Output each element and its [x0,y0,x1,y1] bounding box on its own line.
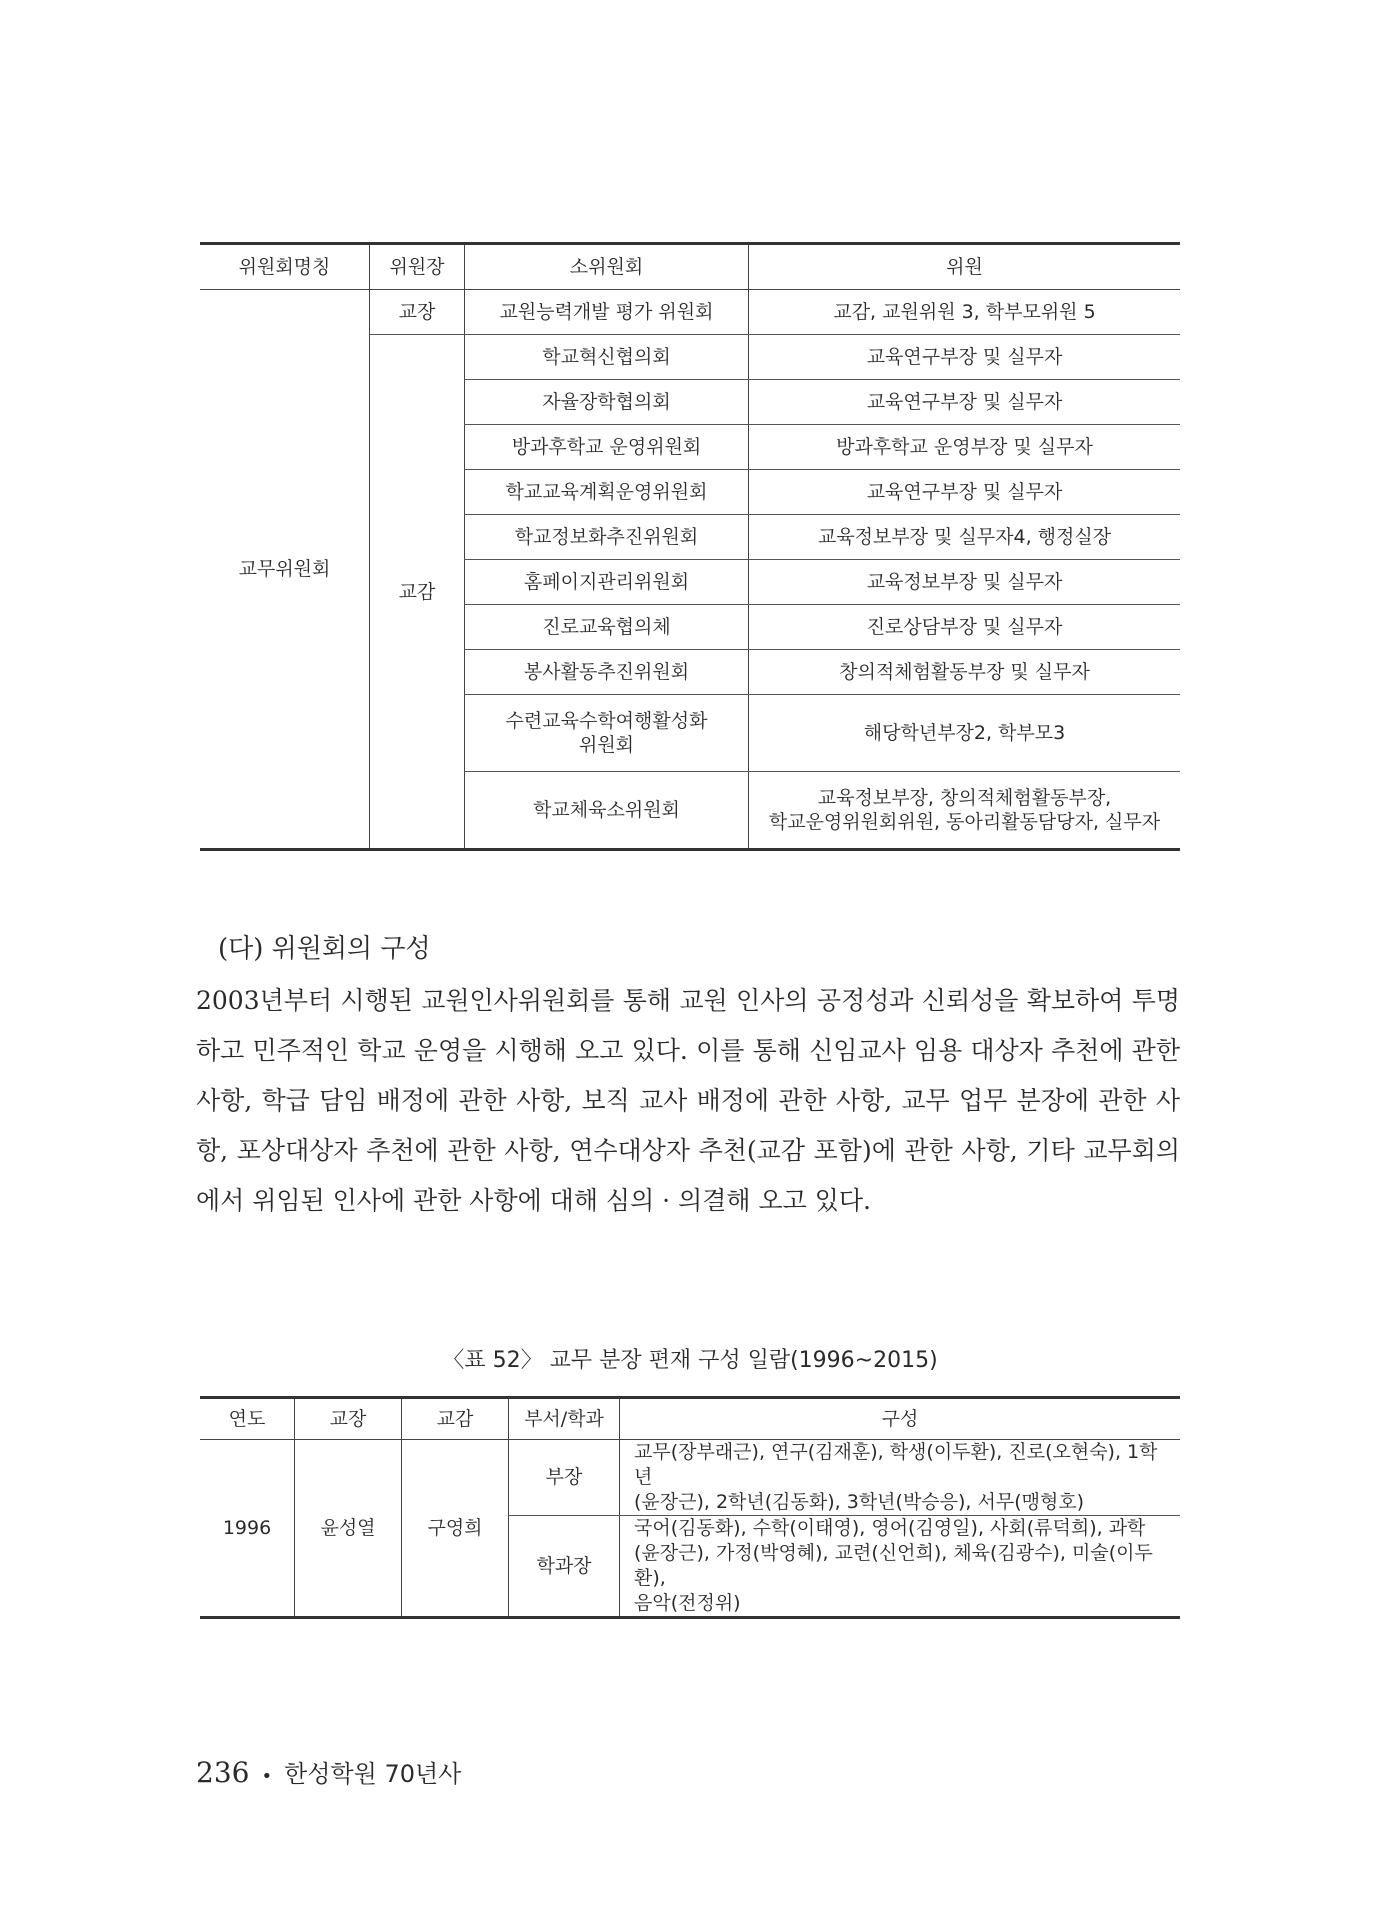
members-cell: 방과후학교 운영부장 및 실무자 [749,425,1181,470]
subcommittee-cell: 학교체육소위원회 [465,772,749,850]
header-composition: 구성 [620,1398,1181,1440]
chair-cell: 교감 [370,335,465,850]
header-vice-principal: 교감 [402,1398,509,1440]
committee-table [200,242,1180,851]
subcommittee-cell: 학교혁신협의회 [465,335,749,380]
chair-cell: 교장 [370,290,465,335]
members-cell: 진로상담부장 및 실무자 [749,605,1181,650]
subcommittee-cell: 진로교육협의체 [465,605,749,650]
header-principal: 교장 [295,1398,402,1440]
members-cell: 교육연구부장 및 실무자 [749,335,1181,380]
header-members: 위원 [749,244,1181,290]
page-number: 236 [196,1756,250,1789]
members-cell: 해당학년부장2, 학부모3 [749,695,1181,772]
department-cell: 부장 [509,1440,620,1516]
book-title: 한성학원 70년사 [284,1760,462,1788]
members-cell: 창의적체험활동부장 및 실무자 [749,650,1181,695]
subcommittee-cell: 학교정보화추진위원회 [465,515,749,560]
department-cell: 학과장 [509,1516,620,1618]
committee-group-name: 교무위원회 [238,558,331,580]
composition-cell: 국어(김동화), 수학(이태영), 영어(김영일), 사회(류덕희), 과학 (윤장근), 가정(박영혜), 교련(신언희), 체육(김광수), 미술(이두환), 음악(전정위) [620,1516,1181,1618]
members-cell: 교육연구부장 및 실무자 [749,470,1181,515]
page-footer [196,1754,461,1789]
members-cell: 교육정보부장 및 실무자4, 행정실장 [749,515,1181,560]
header-year: 연도 [200,1398,295,1440]
year-cell: 1996 [222,1516,272,1539]
section-heading: (다) 위원회의 구성 [218,934,431,964]
subcommittee-cell: 봉사활동추진위원회 [465,650,749,695]
subcommittee-cell: 학교교육계획운영위원회 [465,470,749,515]
members-cell: 교육정보부장, 창의적체험활동부장, 학교운영위원회위원, 동아리활동담당자, 실무자 [749,772,1181,850]
header-department: 부서/학과 [509,1398,620,1440]
table-row [200,290,1180,335]
subcommittee-cell: 수련교육수학여행활성화 위원회 [465,695,749,772]
subcommittee-cell: 방과후학교 운영위원회 [465,425,749,470]
subcommittee-cell: 교원능력개발 평가 위원회 [465,290,749,335]
vice-principal-cell: 구영희 [402,1440,509,1618]
staff-table [200,1396,1180,1619]
header-subcommittee: 소위원회 [465,244,749,290]
principal-cell: 윤성열 [295,1440,402,1618]
committee-header-row [200,244,1180,290]
subcommittee-cell: 홈페이지관리위원회 [465,560,749,605]
table-caption: 〈표 52〉 교무 분장 편재 구성 일람(1996~2015) [442,1348,938,1373]
footer-bullet: • [261,1766,273,1787]
section-paragraph: 2003년부터 시행된 교원인사위원회를 통해 교원 인사의 공정성과 신뢰성을 확보하여 투명하고 민주적인 학교 운영을 시행해 오고 있다. 이를 통해 신임교사 임용 대상자 추천에 관한 사항, 학급 담임 배정에 관한 사항, 보직 교사 배정에 관한 사항, 교무 업무 분장에 관한 사항, 포상대상자 추천에 관한 사항, 연수대상자 추천(교감 포함)에 관한 사항, 기타 교무회의에서 위임된 인사에 관한 사항에 대해 심의 · 의결해 오고 있다. [196,986,1180,1215]
header-chair: 위원장 [370,244,465,290]
members-cell: 교육연구부장 및 실무자 [749,380,1181,425]
subcommittee-cell: 자율장학협의회 [465,380,749,425]
table-row [200,1440,1180,1516]
composition-cell: 교무(장부래근), 연구(김재훈), 학생(이두환), 진로(오현숙), 1학년 (윤장근), 2학년(김동화), 3학년(박승응), 서무(맹형호) [620,1440,1181,1516]
members-cell: 교감, 교원위원 3, 학부모위원 5 [749,290,1181,335]
header-committee-name: 위원회명칭 [200,244,370,290]
staff-header-row [200,1398,1180,1440]
members-cell: 교육정보부장 및 실무자 [749,560,1181,605]
